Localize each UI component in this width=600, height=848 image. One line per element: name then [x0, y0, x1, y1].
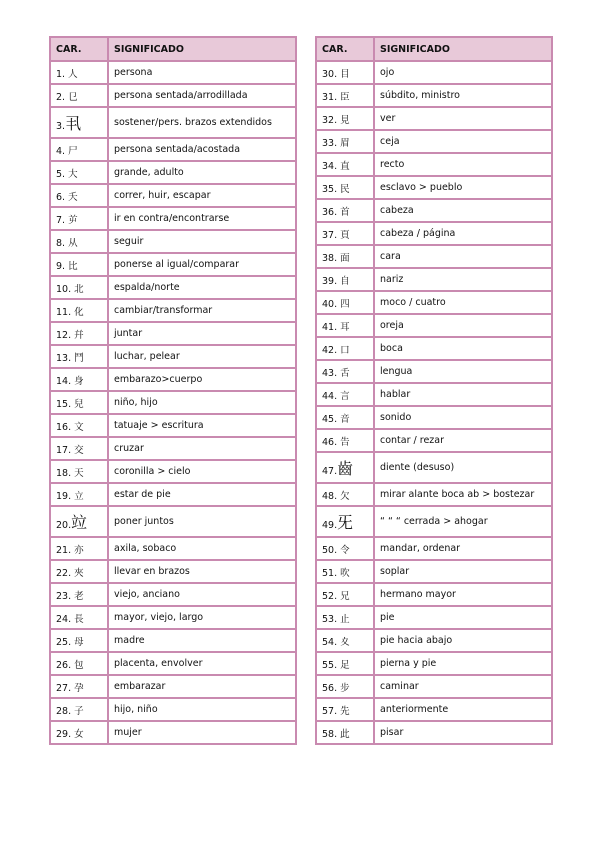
character-cell: 58. 此 [316, 721, 374, 744]
character-cell: 32. 見 [316, 107, 374, 130]
meaning-cell: embarazo>cuerpo [108, 368, 296, 391]
table-row [50, 391, 296, 414]
table-row [50, 583, 296, 606]
meaning-cell: cara [374, 245, 552, 268]
table-row [50, 322, 296, 345]
meaning-cell: mirar alante boca ab > bostezar [374, 483, 552, 506]
table-row [316, 268, 552, 291]
meaning-cell: persona sentada/acostada [108, 138, 296, 161]
character-cell: 6. 夭 [50, 184, 108, 207]
character-cell: 25. 母 [50, 629, 108, 652]
character-cell [50, 107, 108, 138]
meaning-cell: axila, sobaco [108, 537, 296, 560]
meaning-cell: hijo, niño [108, 698, 296, 721]
table-row [50, 184, 296, 207]
character-cell: 53. 止 [316, 606, 374, 629]
table-row [50, 161, 296, 184]
character-cell: 57. 先 [316, 698, 374, 721]
character-cell: 38. 面 [316, 245, 374, 268]
meaning-cell: correr, huir, escapar [108, 184, 296, 207]
character-cell: 37. 頁 [316, 222, 374, 245]
character-number: 3. [56, 121, 66, 132]
character-cell: 28. 子 [50, 698, 108, 721]
character-cell: 24. 長 [50, 606, 108, 629]
character-number: 49. [322, 520, 338, 531]
table-row [316, 506, 552, 537]
character-cell: 21. 亦 [50, 537, 108, 560]
meaning-cell: contar / rezar [374, 429, 552, 452]
character-cell: 50. 令 [316, 537, 374, 560]
kanji-table-left [49, 36, 297, 745]
meaning-cell: persona [108, 61, 296, 84]
table-body [316, 61, 552, 744]
table-row [50, 606, 296, 629]
table-row [50, 437, 296, 460]
meaning-cell: recto [374, 153, 552, 176]
table-row [50, 414, 296, 437]
character-cell: 39. 自 [316, 268, 374, 291]
table-row [50, 629, 296, 652]
character-cell: 7. 屰 [50, 207, 108, 230]
meaning-cell: sonido [374, 406, 552, 429]
meaning-cell: moco / cuatro [374, 291, 552, 314]
table-row [316, 84, 552, 107]
meaning-cell: mujer [108, 721, 296, 744]
meaning-cell: pierna y pie [374, 652, 552, 675]
character-cell: 19. 立 [50, 483, 108, 506]
table-row [50, 560, 296, 583]
table-row [316, 560, 552, 583]
table-row [316, 153, 552, 176]
character-cell: 42. 口 [316, 337, 374, 360]
table-row [316, 721, 552, 744]
table-row [316, 483, 552, 506]
character-cell: 33. 眉 [316, 130, 374, 153]
table-row [316, 452, 552, 483]
character-cell: 55. 足 [316, 652, 374, 675]
character-cell: 29. 女 [50, 721, 108, 744]
character-glyph: 旡 [337, 513, 354, 532]
table-row [316, 698, 552, 721]
character-cell: 48. 欠 [316, 483, 374, 506]
character-cell: 30. 目 [316, 61, 374, 84]
meaning-cell: diente (desuso) [374, 452, 552, 483]
meaning-cell: pie hacia abajo [374, 629, 552, 652]
meaning-cell: placenta, envolver [108, 652, 296, 675]
table-row [316, 383, 552, 406]
character-cell: 54. 夊 [316, 629, 374, 652]
table-row [50, 207, 296, 230]
table-row [50, 299, 296, 322]
character-cell: 23. 老 [50, 583, 108, 606]
meaning-cell: oreja [374, 314, 552, 337]
table-row [316, 314, 552, 337]
column-header-significado: SIGNIFICADO [374, 37, 552, 61]
column-header-significado: SIGNIFICADO [108, 37, 296, 61]
table-row [50, 483, 296, 506]
meaning-cell: nariz [374, 268, 552, 291]
character-cell: 9. 比 [50, 253, 108, 276]
table-row [316, 61, 552, 84]
meaning-cell: lengua [374, 360, 552, 383]
table-row [50, 652, 296, 675]
character-cell: 45. 音 [316, 406, 374, 429]
kanji-table-right [315, 36, 553, 745]
meaning-cell: cabeza [374, 199, 552, 222]
character-cell: 46. 告 [316, 429, 374, 452]
character-glyph: 丮 [65, 114, 82, 133]
table-row [316, 652, 552, 675]
character-cell: 26. 包 [50, 652, 108, 675]
meaning-cell: cambiar/transformar [108, 299, 296, 322]
meaning-cell: llevar en brazos [108, 560, 296, 583]
meaning-cell: seguir [108, 230, 296, 253]
meaning-cell: cruzar [108, 437, 296, 460]
table-row [316, 222, 552, 245]
character-number: 47. [322, 466, 338, 477]
meaning-cell: pie [374, 606, 552, 629]
meaning-cell: anteriormente [374, 698, 552, 721]
meaning-cell: embarazar [108, 675, 296, 698]
meaning-cell: ojo [374, 61, 552, 84]
character-cell: 1. 人 [50, 61, 108, 84]
meaning-cell: tatuaje > escritura [108, 414, 296, 437]
meaning-cell: esclavo > pueblo [374, 176, 552, 199]
character-cell: 43. 舌 [316, 360, 374, 383]
character-number: 20. [56, 520, 72, 531]
character-cell [50, 506, 108, 537]
table-header-row [316, 37, 552, 61]
meaning-cell: estar de pie [108, 483, 296, 506]
character-cell: 10. 北 [50, 276, 108, 299]
character-cell: 35. 民 [316, 176, 374, 199]
meaning-cell: hablar [374, 383, 552, 406]
meaning-cell: cabeza / página [374, 222, 552, 245]
table-row [50, 537, 296, 560]
table-row [50, 721, 296, 744]
character-cell: 22. 夾 [50, 560, 108, 583]
character-cell: 14. 身 [50, 368, 108, 391]
table-row [50, 253, 296, 276]
table-row [50, 61, 296, 84]
character-cell: 8. 从 [50, 230, 108, 253]
character-glyph: 竝 [71, 513, 88, 532]
meaning-cell: grande, adulto [108, 161, 296, 184]
table-row [50, 138, 296, 161]
character-cell: 2. 㔾 [50, 84, 108, 107]
meaning-cell: hermano mayor [374, 583, 552, 606]
character-cell: 36. 首 [316, 199, 374, 222]
character-cell [316, 506, 374, 537]
character-cell: 41. 耳 [316, 314, 374, 337]
character-cell: 4. 尸 [50, 138, 108, 161]
meaning-cell: ir en contra/encontrarse [108, 207, 296, 230]
table-row [50, 276, 296, 299]
meaning-cell: ponerse al igual/comparar [108, 253, 296, 276]
character-cell: 13. 鬥 [50, 345, 108, 368]
table-row [50, 345, 296, 368]
character-cell: 52. 兄 [316, 583, 374, 606]
table-row [50, 84, 296, 107]
meaning-cell: soplar [374, 560, 552, 583]
character-cell: 34. 直 [316, 153, 374, 176]
table-row [50, 368, 296, 391]
meaning-cell: persona sentada/arrodillada [108, 84, 296, 107]
table-row [50, 675, 296, 698]
meaning-cell: ver [374, 107, 552, 130]
table-row [316, 107, 552, 130]
character-cell: 44. 言 [316, 383, 374, 406]
table-row [316, 130, 552, 153]
meaning-cell: sostener/pers. brazos extendidos [108, 107, 296, 138]
column-header-car: CAR. [50, 37, 108, 61]
character-cell: 51. 吹 [316, 560, 374, 583]
table-body [50, 61, 296, 744]
table-header-row [50, 37, 296, 61]
table-row [50, 506, 296, 537]
character-cell: 15. 兒 [50, 391, 108, 414]
column-header-car: CAR. [316, 37, 374, 61]
character-cell: 11. 化 [50, 299, 108, 322]
meaning-cell: mandar, ordenar [374, 537, 552, 560]
table-row [316, 429, 552, 452]
character-cell: 40. 四 [316, 291, 374, 314]
character-cell [316, 452, 374, 483]
character-cell: 17. 交 [50, 437, 108, 460]
meaning-cell: luchar, pelear [108, 345, 296, 368]
table-row [50, 230, 296, 253]
table-row [316, 199, 552, 222]
meaning-cell: mayor, viejo, largo [108, 606, 296, 629]
table-row [316, 245, 552, 268]
meaning-cell: boca [374, 337, 552, 360]
character-cell: 27. 孕 [50, 675, 108, 698]
meaning-cell: ceja [374, 130, 552, 153]
table-row [316, 291, 552, 314]
table-row [316, 629, 552, 652]
table-row [316, 337, 552, 360]
table-row [50, 698, 296, 721]
table-row [316, 537, 552, 560]
meaning-cell: poner juntos [108, 506, 296, 537]
character-cell: 18. 天 [50, 460, 108, 483]
meaning-cell: juntar [108, 322, 296, 345]
meaning-cell: viejo, anciano [108, 583, 296, 606]
character-cell: 16. 文 [50, 414, 108, 437]
table-row [316, 176, 552, 199]
meaning-cell: niño, hijo [108, 391, 296, 414]
character-cell: 5. 大 [50, 161, 108, 184]
table-row [50, 460, 296, 483]
meaning-cell: caminar [374, 675, 552, 698]
table-row [316, 675, 552, 698]
meaning-cell: pisar [374, 721, 552, 744]
character-cell: 56. 步 [316, 675, 374, 698]
table-row [316, 406, 552, 429]
meaning-cell: coronilla > cielo [108, 460, 296, 483]
table-row [316, 583, 552, 606]
character-cell: 31. 臣 [316, 84, 374, 107]
table-row [316, 606, 552, 629]
meaning-cell: “ “ “ cerrada > ahogar [374, 506, 552, 537]
meaning-cell: madre [108, 629, 296, 652]
meaning-cell: súbdito, ministro [374, 84, 552, 107]
meaning-cell: espalda/norte [108, 276, 296, 299]
table-row [316, 360, 552, 383]
character-glyph: 齒 [337, 459, 354, 478]
character-cell: 12. 幷 [50, 322, 108, 345]
table-row [50, 107, 296, 138]
